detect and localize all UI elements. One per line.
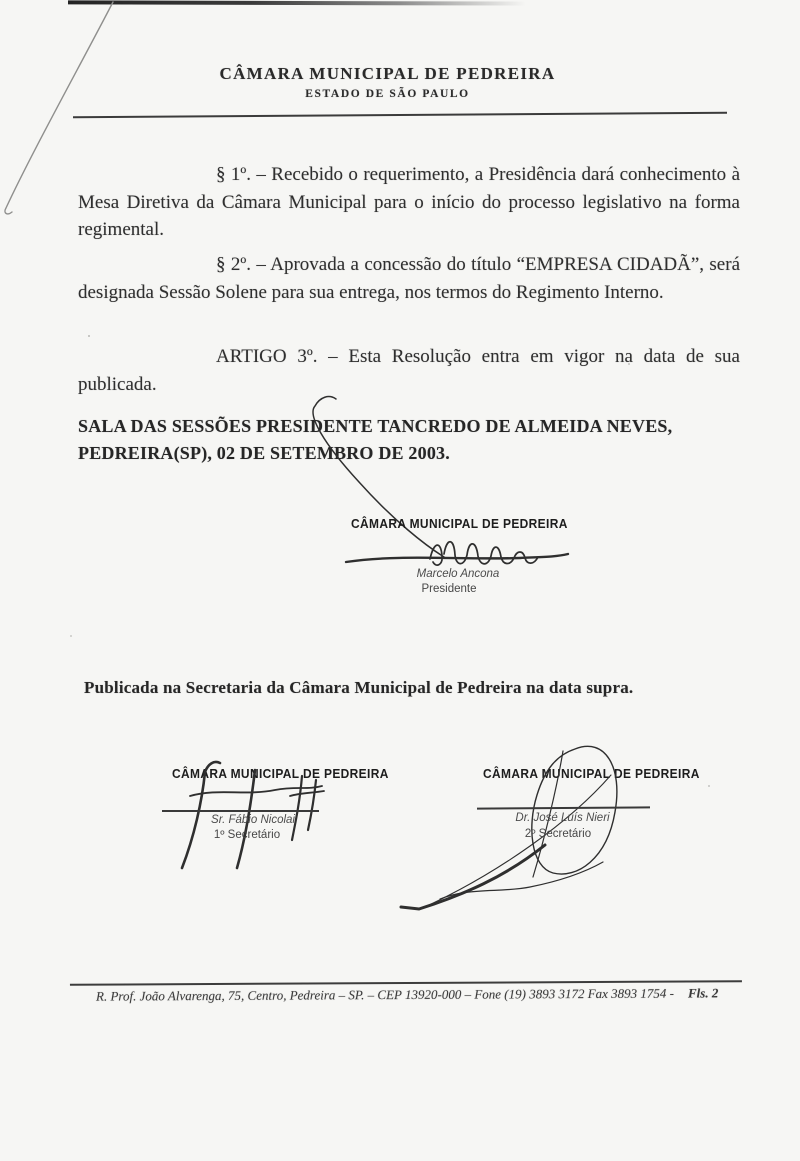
org-subtitle: ESTADO DE SÃO PAULO [305,88,470,100]
secretary2-role: 2º Secretário [524,828,592,840]
org-title: CÂMARA MUNICIPAL DE PEDREIRA [219,64,556,83]
paragraph-1: § 1º. – Recebido o requerimento, a Presidência dará conhecimento à Mesa Diretiva da Câmara Municipal para o início do processo legislativo na forma regimental. [78,164,740,240]
footer-page-ref: Fls. 2 [687,985,719,1001]
stamp-org-name: CÂMARA MUNICIPAL DE PEDREIRA [172,766,389,781]
publication-note: Publicada na Secretaria da Câmara Municipal de Pedreira na data supra. [84,678,634,697]
footer [70,980,742,1005]
paragraph-2: § 2º. – Aprovada a concessão do título “EMPRESA CIDADÃ”, será designada Sessão Solene para sua entrega, nos termos do Regimento Interno. [78,254,740,303]
scan-speck [88,335,90,337]
president-name: Marcelo Ancona [416,568,500,580]
footer-address: R. Prof. João Alvarenga, 75, Centro, Pedreira – SP. – CEP 13920-000 – Fone (19) 3893 3172 Fax 3893 1754 - [95,985,675,1004]
paragraph-3: ARTIGO 3º. – Esta Resolução entra em vigor na data de sua publicada. [78,346,740,395]
secretary2-name: Dr. José Luís Nieri [515,812,610,824]
letterhead [0,64,775,100]
secretary1-name: Sr. Fábio Nicolai [211,814,295,826]
stamp-org-name: CÂMARA MUNICIPAL DE PEDREIRA [483,766,700,781]
stamp-org-name: CÂMARA MUNICIPAL DE PEDREIRA [351,516,568,531]
secretary1-role: 1º Secretário [213,829,281,841]
header-divider [73,112,727,119]
president-role: Presidente [421,583,477,595]
stamp-signature-line [162,810,319,812]
secretary2-signature [385,727,635,927]
session-location-line: SALA DAS SESSÕES PRESIDENTE TANCREDO DE ALMEIDA NEVES, PEDREIRA(SP), 02 DE SETEMBRO DE 2003. [78,416,673,463]
